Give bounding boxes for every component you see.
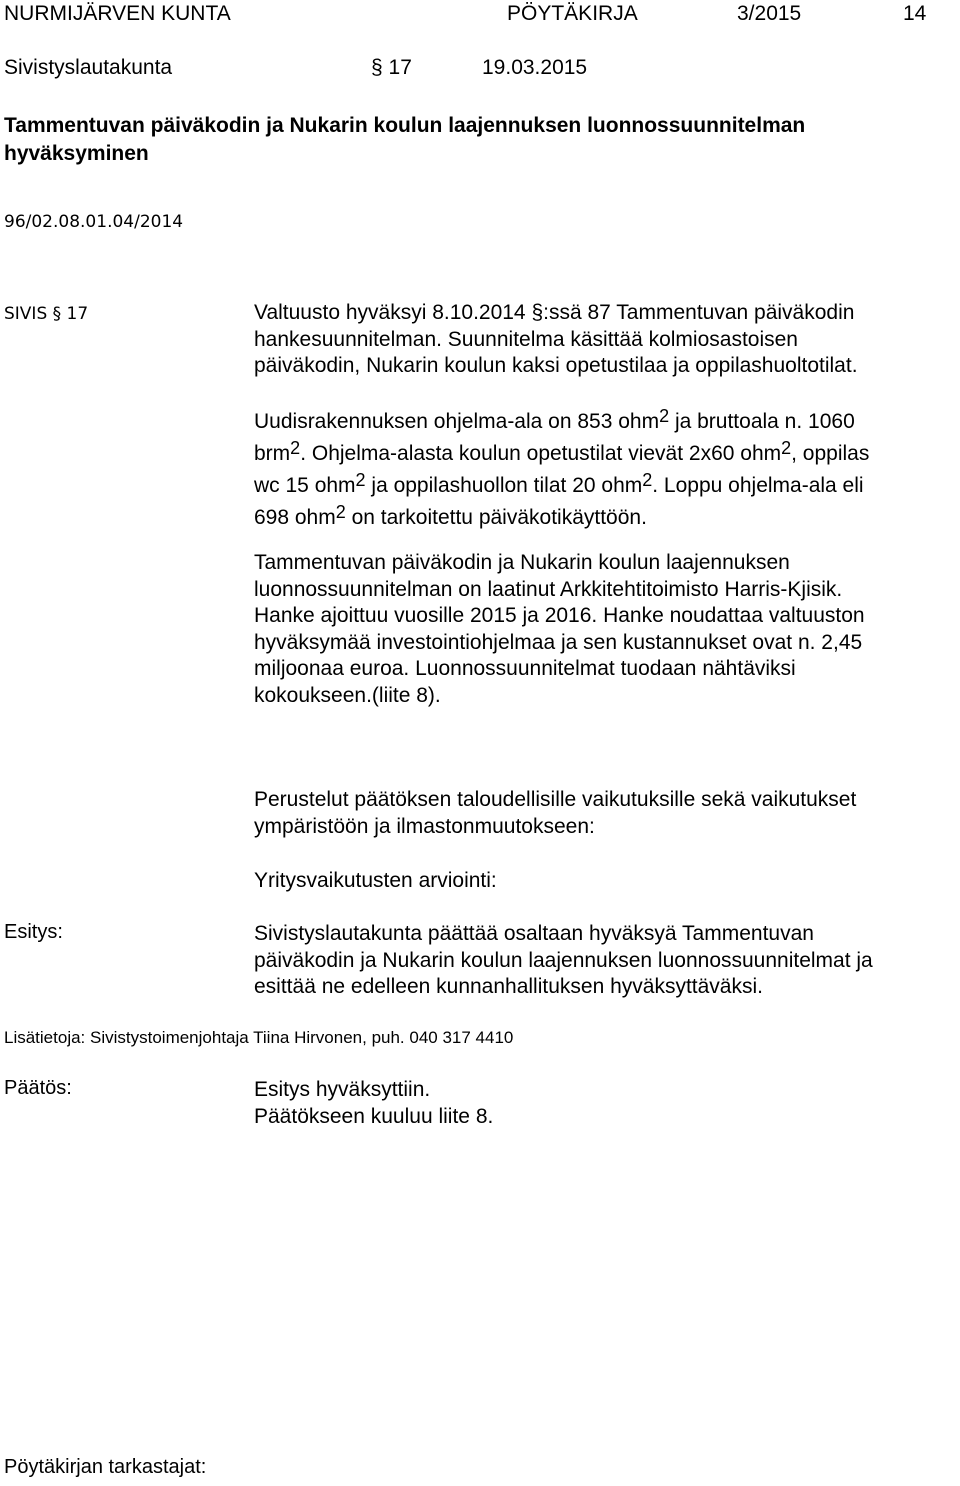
document-type: PÖYTÄKIRJA xyxy=(507,2,638,25)
paragraph-line: hankesuunnitelman. Suunnitelma käsittää kolmiosastoisen xyxy=(254,327,798,351)
document-number: 3/2015 xyxy=(737,2,802,25)
paragraph-line: wc 15 ohm2 ja oppilashuollon tilat 20 ohm2. Loppu ohjelma-ala eli xyxy=(254,470,864,497)
contact-info: Lisätietoja: Sivistystoimenjohtaja Tiina Hirvonen, puh. 040 317 4410 xyxy=(4,1028,514,1047)
decision-text xyxy=(254,1077,954,1130)
paragraph-line: Hanke ajoittuu vuosille 2015 ja 2016. Hanke noudattaa valtuuston xyxy=(254,604,865,627)
paragraph-program-area xyxy=(254,406,954,534)
paragraph-line: päiväkodin, Nukarin koulun kaksi opetustilaa ja oppilashuoltotilat. xyxy=(254,354,858,377)
paragraph-line: hyväksymää investointiohjelmaa ja sen kustannukset ovat n. 2,45 xyxy=(254,630,863,654)
paragraph-rationale xyxy=(254,787,954,840)
municipality-name: NURMIJÄRVEN KUNTA xyxy=(4,2,231,25)
paragraph-line: Uudisrakennuksen ohjelma-ala on 853 ohm2 ja bruttoala n. 1060 xyxy=(254,406,855,433)
paragraph-line: ympäristöön ja ilmastonmuutokseen: xyxy=(254,814,595,838)
paragraph-line: esittää ne edelleen kunnanhallituksen hyväksyttäväksi. xyxy=(254,975,763,998)
sivis-section-label: SIVIS § 17 xyxy=(4,304,89,324)
paragraph-line: Tammentuvan päiväkodin ja Nukarin koulun laajennuksen xyxy=(254,551,790,574)
paragraph-line: 698 ohm2 on tarkoitettu päiväkotikäyttöön. xyxy=(254,502,647,529)
paragraph-background xyxy=(254,300,954,380)
paragraph-line: Sivistyslautakunta päättää osaltaan hyväksyä Tammentuvan xyxy=(254,922,814,945)
paragraph-line: kokoukseen.(liite 8). xyxy=(254,683,441,707)
footer-reviewers-label: Pöytäkirjan tarkastajat: xyxy=(4,1456,207,1478)
paragraph-line: Perustelut päätöksen taloudellisille vaikutuksille sekä vaikutukset xyxy=(254,788,857,811)
proposal-label: Esitys: xyxy=(4,921,63,943)
proposal-text xyxy=(254,921,954,1001)
paragraph-line: päiväkodin ja Nukarin koulun laajennuksen luonnossuunnitelmat ja xyxy=(254,948,873,972)
board-name: Sivistyslautakunta xyxy=(4,56,173,79)
record-id: 96/02.08.01.04/2014 xyxy=(4,212,184,232)
section-number: § 17 xyxy=(371,56,412,79)
paragraph-line: Valtuusto hyväksyi 8.10.2014 §:ssä 87 Tammentuvan päiväkodin xyxy=(254,301,855,324)
document-title xyxy=(4,112,805,168)
title-line: hyväksyminen xyxy=(4,142,149,165)
paragraph-line: luonnossuunnitelman on laatinut Arkkitehtitoimisto Harris-Kjisik. xyxy=(254,577,843,601)
paragraph-line: Päätökseen kuuluu liite 8. xyxy=(254,1104,494,1128)
paragraph-line: brm2. Ohjelma-alasta koulun opetustilat vievät 2x60 ohm2, oppilas xyxy=(254,438,870,465)
page-number: 14 xyxy=(903,2,927,25)
paragraph-line: Esitys hyväksyttiin. xyxy=(254,1078,431,1101)
business-impact-heading: Yritysvaikutusten arviointi: xyxy=(254,869,497,892)
meeting-date: 19.03.2015 xyxy=(482,56,588,79)
decision-label: Päätös: xyxy=(4,1077,72,1099)
paragraph-line: miljoonaa euroa. Luonnossuunnitelmat tuodaan nähtäviksi xyxy=(254,657,796,680)
paragraph-plan-details xyxy=(254,550,954,709)
title-line: Tammentuvan päiväkodin ja Nukarin koulun laajennuksen luonnossuunnitelman xyxy=(4,114,806,137)
